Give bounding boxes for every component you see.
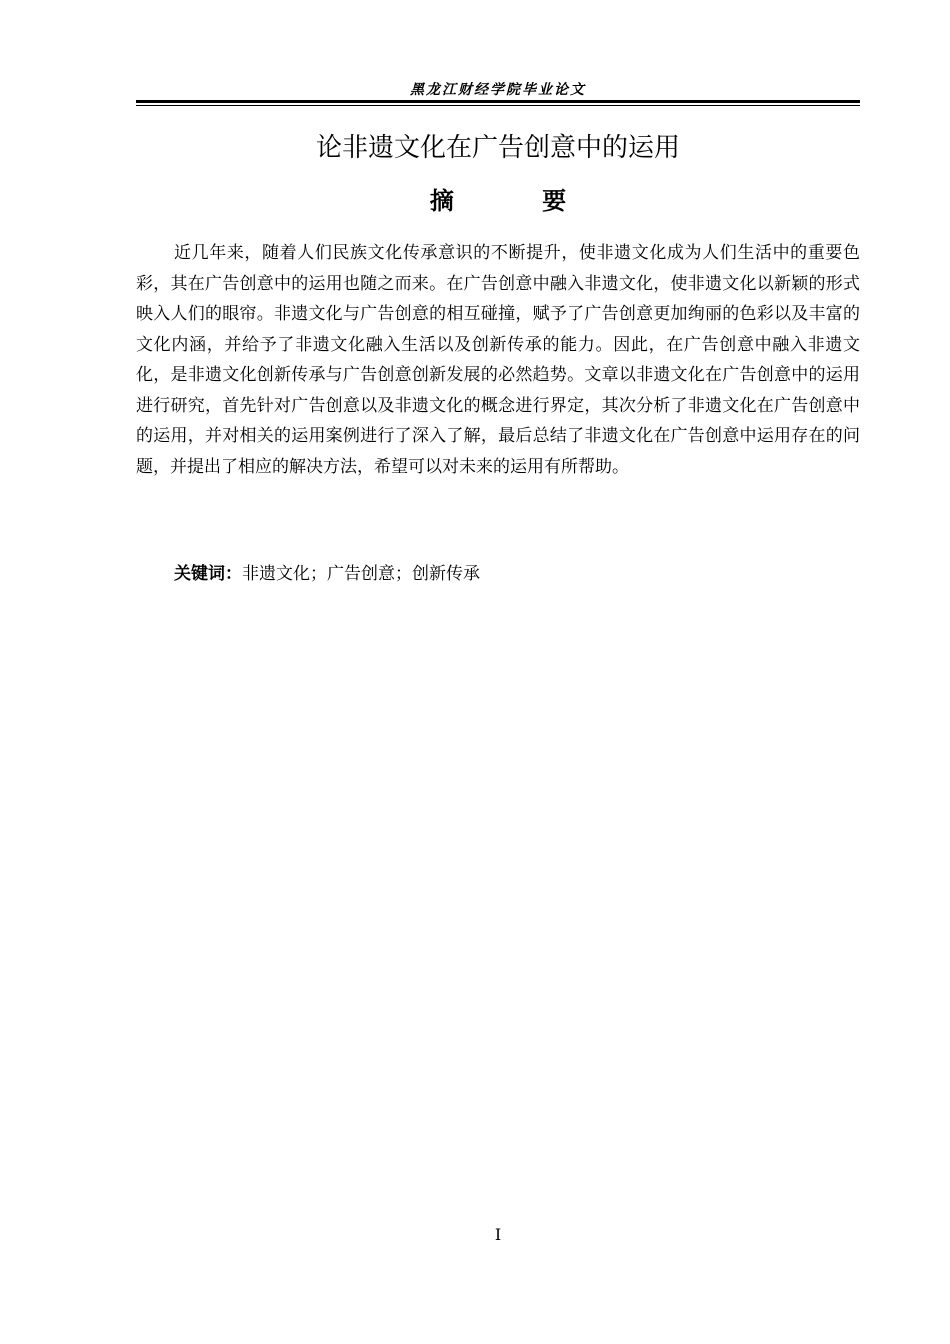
paper-title: 论非遗文化在广告创意中的运用 xyxy=(315,133,680,163)
keywords-label: 关键词： xyxy=(174,564,242,584)
abstract-heading: 摘 要 xyxy=(429,187,607,215)
keywords-text: 非遗文化；广告创意；创新传承 xyxy=(242,564,480,584)
running-header: 黑龙江财经学院毕业论文 xyxy=(410,82,586,98)
abstract-body: 近几年来，随着人们民族文化传承意识的不断提升，使非遗文化成为人们生活中的重要色彩，其在广告创意中的运用也随之而来。在广告创意中融入非遗文化，使非遗文化以新颖的形式映入人们的眼帘。非遗文化与广告创意的相互碰撞，赋予了广告创意更加绚丽的色彩以及丰富的文化内涵，并给予了非遗文化融入生活以及创新传承的能力。因此，在广告创意中融入非遗文化，是非遗文化创新传承与广告创意创新发展的必然趋势。文章以非遗文化在广告创意中的运用进行研究，首先针对广告创意以及非遗文化的概念进行界定，其次分析了非遗文化在广告创意中的运用，并对相关的运用案例进行了深入了解，最后总结了非遗文化在广告创意中运用存在的问题，并提出了相应的解决方法，希望可以对未来的运用有所帮助。 xyxy=(136,243,860,477)
header-rule-thick xyxy=(136,100,860,103)
header-rule-thin xyxy=(136,105,860,106)
page-number: I xyxy=(494,1225,502,1244)
keywords-line xyxy=(174,559,860,589)
